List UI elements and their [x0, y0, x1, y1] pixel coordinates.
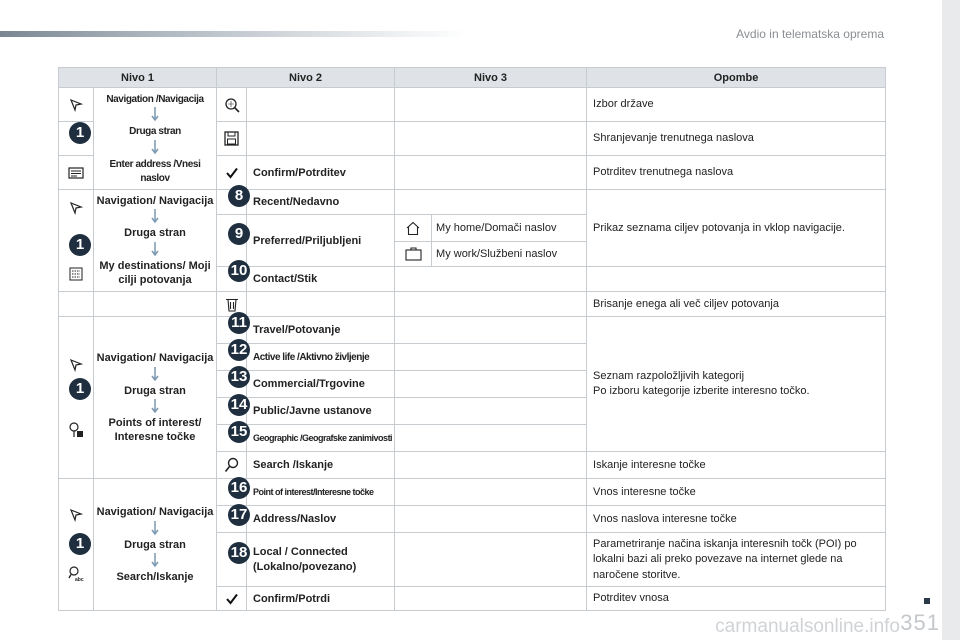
navigation-icon — [69, 201, 83, 215]
check-icon — [226, 167, 238, 179]
level1-target: Points of interest/ Interesne točke — [108, 416, 202, 444]
step-badge: 12 — [228, 339, 250, 361]
home-icon — [405, 221, 421, 236]
table-header — [59, 68, 886, 88]
page-number: 351 — [900, 610, 940, 635]
header-level3: Nivo 3 — [395, 68, 587, 88]
level2-label: Geographic /Geografske zanimivosti — [247, 425, 395, 452]
level1-page: Druga stran — [124, 538, 186, 551]
level1-page: Druga stran — [129, 126, 181, 138]
level2-label: Contact/Stik — [247, 267, 395, 292]
arrow-down-icon — [151, 209, 159, 225]
header-bar — [0, 31, 470, 37]
address-entry-icon — [68, 166, 84, 180]
level3-label: My home/Domači naslov — [432, 215, 587, 242]
section-title: Avdio in telematska oprema — [736, 27, 884, 41]
note-cell: Iskanje interesne točke — [587, 452, 886, 479]
check-icon — [226, 593, 238, 605]
note-cell: Vnos interesne točke — [587, 479, 886, 506]
navigation-icon — [69, 508, 83, 522]
note-line: Seznam razpoložljivih kategorij — [593, 369, 745, 382]
country-search-icon — [224, 97, 240, 113]
note-cell — [587, 317, 886, 452]
arrow-down-icon — [151, 521, 159, 537]
step-badge: 17 — [228, 504, 250, 526]
watermark: carmanualsonline.info — [715, 616, 900, 637]
note-cell: Potrditev trenutnega naslova — [587, 156, 886, 190]
note-cell: Izbor države — [587, 88, 886, 122]
level1-nav: Navigation /Navigacija — [106, 94, 204, 105]
table-row — [59, 292, 886, 317]
step-badge: 1 — [69, 122, 91, 144]
level1-cell — [94, 479, 217, 611]
note-cell: Brisanje enega ali več ciljev potovanja — [587, 292, 886, 317]
note-cell: Parametriranje načina iskanja interesnih točk (POI) po lokalni bazi ali preko povezave na internet glede na naročene storitve. — [587, 533, 886, 587]
side-strip — [942, 0, 960, 640]
header-level2: Nivo 2 — [217, 68, 395, 88]
level1-target: Enter address /Vnesi naslov — [109, 158, 201, 184]
level2-label: Travel/Potovanje — [247, 317, 395, 344]
level1-nav: Navigation/ Navigacija — [96, 352, 214, 365]
destinations-icon — [69, 267, 83, 281]
level1-page: Druga stran — [124, 384, 186, 397]
page-marker — [924, 598, 930, 604]
navigation-icon — [69, 358, 83, 372]
note-cell: Shranjevanje trenutnega naslova — [587, 122, 886, 156]
navigation-icon — [69, 98, 83, 112]
arrow-down-icon — [151, 140, 159, 156]
arrow-down-icon — [151, 399, 159, 415]
level1-page: Druga stran — [124, 227, 186, 240]
level2-label: Address/Naslov — [247, 506, 395, 533]
step-badge: 8 — [228, 185, 250, 207]
arrow-down-icon — [151, 242, 159, 258]
note-cell: Prikaz seznama ciljev potovanja in vklop navigacije. — [587, 190, 886, 267]
search-text-icon — [68, 566, 84, 582]
step-badge: 16 — [228, 477, 250, 499]
step-badge: 13 — [228, 366, 250, 388]
step-badge: 1 — [69, 378, 91, 400]
note-cell: Vnos naslova interesne točke — [587, 506, 886, 533]
level2-label: Public/Javne ustanove — [247, 398, 395, 425]
note-cell: Potrditev vnosa — [587, 587, 886, 611]
step-badge: 18 — [228, 542, 250, 564]
table-row — [59, 479, 886, 506]
svg-text:abc: abc — [75, 576, 84, 582]
level2-label: Local / Connected (Lokalno/povezano) — [247, 533, 395, 587]
level3-label: My work/Službeni naslov — [432, 242, 587, 267]
level2-label: Point of interest/Interesne točke — [247, 479, 395, 506]
work-icon — [405, 247, 422, 261]
save-icon — [224, 131, 239, 146]
step-badge: 1 — [69, 533, 91, 555]
arrow-down-icon — [151, 553, 159, 569]
level2-label: Search /Iskanje — [247, 452, 395, 479]
poi-icon — [68, 422, 84, 438]
level1-cell — [94, 88, 217, 190]
level2-label: Confirm/Potrditev — [247, 156, 395, 190]
level1-nav: Navigation/ Navigacija — [96, 195, 214, 208]
step-badge: 14 — [228, 394, 250, 416]
level1-cell — [94, 317, 217, 479]
step-badge: 10 — [228, 260, 250, 282]
step-badge: 1 — [69, 234, 91, 256]
search-icon — [224, 457, 240, 473]
table-row — [59, 190, 886, 215]
arrow-down-icon — [151, 367, 159, 383]
header-notes: Opombe — [587, 68, 886, 88]
table-row — [59, 88, 886, 122]
level2-label: Active life /Aktivno življenje — [247, 344, 395, 371]
table-row — [59, 317, 886, 344]
step-badge: 11 — [228, 312, 250, 334]
step-badge: 15 — [228, 421, 250, 443]
note-line: Po izboru kategorije izberite interesno točko. — [593, 385, 810, 398]
level1-target: Search/Iskanje — [116, 571, 194, 584]
level1-nav: Navigation/ Navigacija — [96, 506, 214, 519]
arrow-down-icon — [151, 107, 159, 123]
level2-label: Preferred/Priljubljeni — [247, 215, 395, 267]
level2-label: Commercial/Trgovine — [247, 371, 395, 398]
level1-target: My destinations/ Moji cilji potovanja — [99, 259, 211, 287]
level1-cell — [94, 190, 217, 292]
level2-label: Recent/Nedavno — [247, 190, 395, 215]
header-level1: Nivo 1 — [59, 68, 217, 88]
step-badge: 9 — [228, 223, 250, 245]
delete-icon — [225, 297, 239, 312]
level2-label: Confirm/Potrdi — [247, 587, 395, 611]
navigation-menu-table — [58, 67, 886, 611]
